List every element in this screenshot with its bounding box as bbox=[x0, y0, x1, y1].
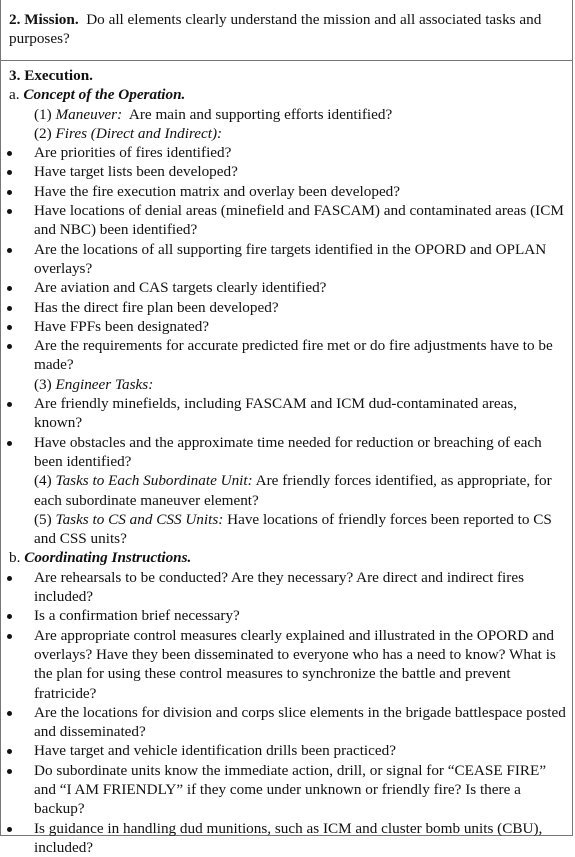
list-item bbox=[9, 240, 566, 279]
execution-section bbox=[0, 60, 573, 856]
bullet-icon bbox=[7, 769, 12, 774]
list-item bbox=[9, 626, 566, 703]
list-item bbox=[9, 182, 566, 201]
fires-num: (2) bbox=[34, 124, 52, 142]
list-item bbox=[9, 317, 566, 336]
concept-letter: a. bbox=[9, 86, 20, 104]
mission-text: Do all elements clearly understand the mission and all associated tasks and purposes? bbox=[9, 11, 542, 48]
fires-line bbox=[9, 124, 566, 143]
cs-css-line bbox=[9, 510, 566, 549]
list-item-text: Have target lists been developed? bbox=[34, 163, 238, 181]
bullet-icon bbox=[7, 190, 12, 195]
mission-block bbox=[9, 10, 566, 49]
subordinate-num: (4) bbox=[34, 472, 52, 490]
list-item-text: Have locations of denial areas (minefield and FASCAM) and contaminated areas (ICM and NBC) been identified? bbox=[34, 202, 564, 239]
engineer-label: Engineer Tasks: bbox=[55, 375, 154, 393]
mission-paragraph bbox=[9, 10, 566, 49]
bullet-icon bbox=[7, 344, 12, 349]
bullet-icon bbox=[7, 749, 12, 754]
bullet-icon bbox=[7, 441, 12, 446]
coordinating-title: Coordinating Instructions. bbox=[24, 549, 192, 567]
mission-heading: 2. Mission. bbox=[9, 11, 79, 28]
engineer-list bbox=[9, 394, 566, 471]
list-item-text: Are the locations of all supporting fire targets identified in the OPORD and OPLAN overlays? bbox=[34, 240, 547, 277]
cs-css-label: Tasks to CS and CSS Units: bbox=[55, 510, 224, 528]
bullet-icon bbox=[7, 325, 12, 330]
bullet-icon bbox=[7, 614, 12, 619]
fires-label: Fires (Direct and Indirect): bbox=[55, 124, 223, 142]
list-item-text: Are the locations for division and corps slice elements in the brigade battlespace posted and disseminated? bbox=[34, 703, 566, 741]
bullet-icon bbox=[7, 286, 12, 291]
mission-section bbox=[0, 0, 573, 61]
execution-heading-line bbox=[9, 66, 566, 85]
bullet-icon bbox=[7, 209, 12, 214]
list-item bbox=[9, 606, 566, 625]
list-item-text: Are appropriate control measures clearly explained and illustrated in the OPORD and overlays? Have they been disseminated to everyone who has a need to know? What is the plan for using these control measures to synchronize the battle and prevent fratricide? bbox=[34, 626, 556, 702]
list-item-text: Are the requirements for accurate predicted fire met or do fire adjustments have to be made? bbox=[34, 337, 553, 374]
concept-heading-line bbox=[9, 85, 566, 104]
list-item-text: Are rehearsals to be conducted? Are they necessary? Are direct and indirect fires included? bbox=[34, 568, 524, 606]
list-item-text: Are priorities of fires identified? bbox=[34, 144, 232, 162]
subordinate-label: Tasks to Each Subordinate Unit: bbox=[55, 472, 253, 490]
coordinating-letter: b. bbox=[9, 549, 21, 567]
list-item-text: Have the fire execution matrix and overlay been developed? bbox=[34, 182, 401, 200]
cs-css-text: Have locations of friendly forces been reported to CS and CSS units? bbox=[34, 510, 552, 548]
coordinating-list bbox=[9, 568, 566, 857]
maneuver-text: Are main and supporting efforts identified? bbox=[128, 105, 393, 123]
bullet-icon bbox=[7, 151, 12, 156]
list-item-text: Is guidance in handling dud munitions, such as ICM and cluster bomb units (CBU), included? bbox=[34, 819, 543, 856]
bullet-icon bbox=[7, 306, 12, 311]
bullet-icon bbox=[7, 248, 12, 253]
list-item-text: Are aviation and CAS targets clearly identified? bbox=[34, 279, 327, 297]
list-item bbox=[9, 201, 566, 240]
list-item-text: Has the direct fire plan been developed? bbox=[34, 298, 279, 316]
list-item bbox=[9, 433, 566, 472]
subordinate-text: Are friendly forces identified, as appropriate, for each subordinate maneuver element? bbox=[34, 472, 552, 509]
list-item bbox=[9, 568, 566, 607]
coordinating-heading-line bbox=[9, 548, 566, 567]
bullet-icon bbox=[7, 711, 12, 716]
list-item bbox=[9, 703, 566, 742]
list-item bbox=[9, 298, 566, 317]
engineer-line bbox=[9, 375, 566, 394]
list-item-text: Are friendly minefields, including FASCAM and ICM dud-contaminated areas, known? bbox=[34, 395, 518, 432]
list-item bbox=[9, 819, 566, 857]
list-item bbox=[9, 143, 566, 162]
execution-block bbox=[9, 66, 566, 857]
bullet-icon bbox=[7, 576, 12, 581]
list-item-text: Have target and vehicle identification drills been practiced? bbox=[34, 742, 396, 760]
bullet-icon bbox=[7, 827, 12, 832]
maneuver-label: Maneuver: bbox=[55, 105, 123, 123]
maneuver-line bbox=[9, 105, 566, 124]
list-item bbox=[9, 761, 566, 819]
list-item bbox=[9, 741, 566, 760]
list-item bbox=[9, 278, 566, 297]
list-item bbox=[9, 162, 566, 181]
list-item-text: Is a confirmation brief necessary? bbox=[34, 607, 240, 625]
bullet-icon bbox=[7, 634, 12, 639]
maneuver-num: (1) bbox=[34, 105, 52, 123]
bullet-icon bbox=[7, 170, 12, 175]
list-item bbox=[9, 394, 566, 433]
list-item-text: Do subordinate units know the immediate action, drill, or signal for “CEASE FIRE” and “I AM FRIENDLY” if they come under unknown or friendly fire? Is there a backup? bbox=[34, 761, 547, 818]
execution-heading: 3. Execution. bbox=[9, 67, 93, 84]
list-item-text: Have obstacles and the approximate time needed for reduction or breaching of each been identified? bbox=[34, 433, 542, 470]
fires-list bbox=[9, 143, 566, 375]
bullet-icon bbox=[7, 402, 12, 407]
engineer-num: (3) bbox=[34, 375, 52, 393]
list-item bbox=[9, 336, 566, 375]
subordinate-line bbox=[9, 471, 566, 510]
cs-css-num: (5) bbox=[34, 510, 52, 528]
concept-title: Concept of the Operation. bbox=[23, 86, 186, 104]
list-item-text: Have FPFs been designated? bbox=[34, 317, 210, 335]
